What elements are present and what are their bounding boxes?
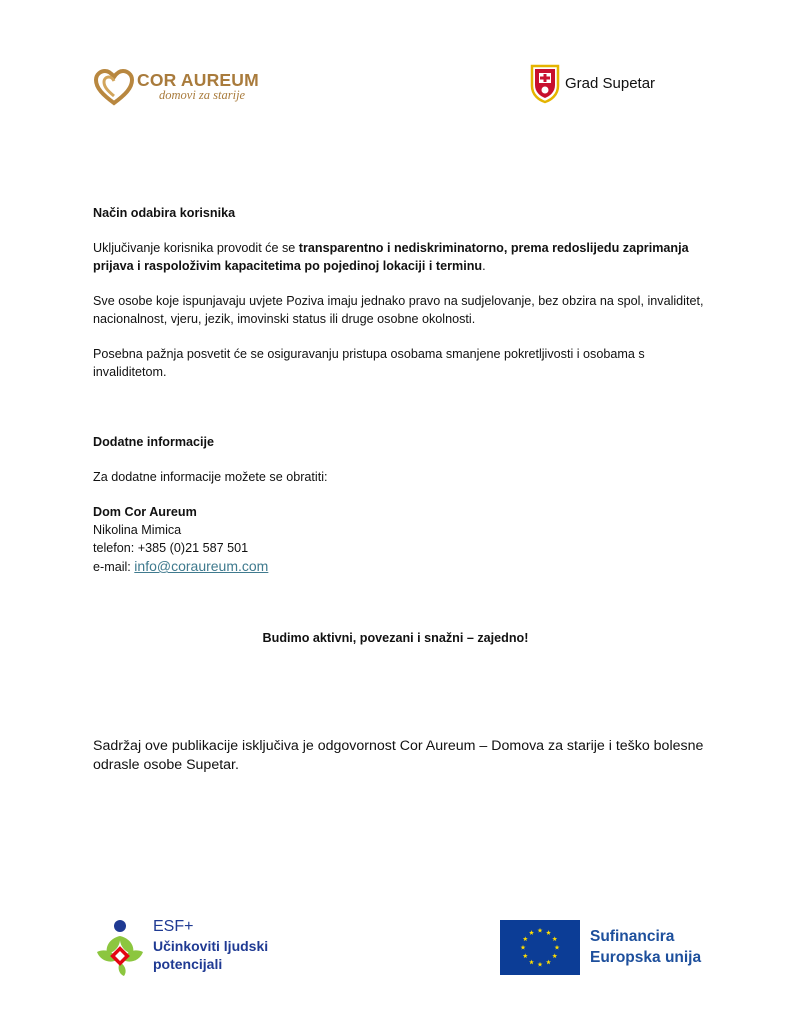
cor-aureum-title: COR AUREUM <box>137 70 259 90</box>
contact-email-label: e-mail: <box>93 560 135 574</box>
esf-line-2: potencijali <box>153 956 223 972</box>
selection-p1-bold: transparentno i nediskriminatorno, prema redoslijedu zaprimanja prijava i raspoloživim kapacitetima po pojedinoj lokaciji i terminu <box>93 241 689 273</box>
grad-supetar-logo <box>530 64 680 108</box>
selection-paragraph-3: Posebna pažnja posvetit će se osiguravanju pristupa osobama smanjene pokretljivosti i osobama s invaliditetom. <box>93 347 645 379</box>
eu-line-2: Europska unija <box>590 949 702 966</box>
eu-cofunded-logo <box>500 920 740 978</box>
esf-logo <box>93 918 293 980</box>
contact-organization: Dom Cor Aureum <box>93 505 197 519</box>
selection-paragraph-1 <box>93 239 713 275</box>
slogan: Budimo aktivni, povezani i snažni – zajedno! <box>262 631 529 645</box>
coat-of-arms-icon <box>530 64 560 104</box>
city-name: Grad Supetar <box>565 75 656 92</box>
contact-email-link[interactable]: info@coraureum.com <box>134 558 269 574</box>
selection-heading: Način odabira korisnika <box>93 206 236 220</box>
selection-paragraph-2: Sve osobe koje ispunjavaju uvjete Poziva imaju jednako pravo na sudjelovanje, bez obzira na spol, invaliditet, nacionalnost, vjeru, jezik, imovinski status ili druge osobne okolnosti. <box>93 294 704 326</box>
info-heading: Dodatne informacije <box>93 435 215 449</box>
contact-phone: telefon: +385 (0)21 587 501 <box>93 541 249 555</box>
info-intro: Za dodatne informacije možete se obratiti: <box>93 470 328 484</box>
cor-aureum-logo <box>93 66 268 108</box>
selection-p1-start: Uključivanje korisnika provodit će se <box>93 241 299 255</box>
cor-aureum-subtitle: domovi za starije <box>159 88 246 102</box>
contact-person: Nikolina Mimica <box>93 523 182 537</box>
contact-email-row <box>93 557 713 576</box>
selection-p1-end: . <box>482 259 486 273</box>
esf-flower-icon <box>93 918 147 978</box>
eu-line-1: Sufinancira <box>590 928 675 945</box>
heart-logo-icon <box>93 68 135 106</box>
eu-flag-icon <box>500 920 580 975</box>
esf-line-1: Učinkoviti ljudski <box>153 938 269 954</box>
esf-title: ESF+ <box>153 918 194 935</box>
disclaimer: Sadržaj ove publikacije isključiva je odgovornost Cor Aureum – Domova za starije i teško bolesne odrasle osobe Supetar. <box>93 738 704 773</box>
